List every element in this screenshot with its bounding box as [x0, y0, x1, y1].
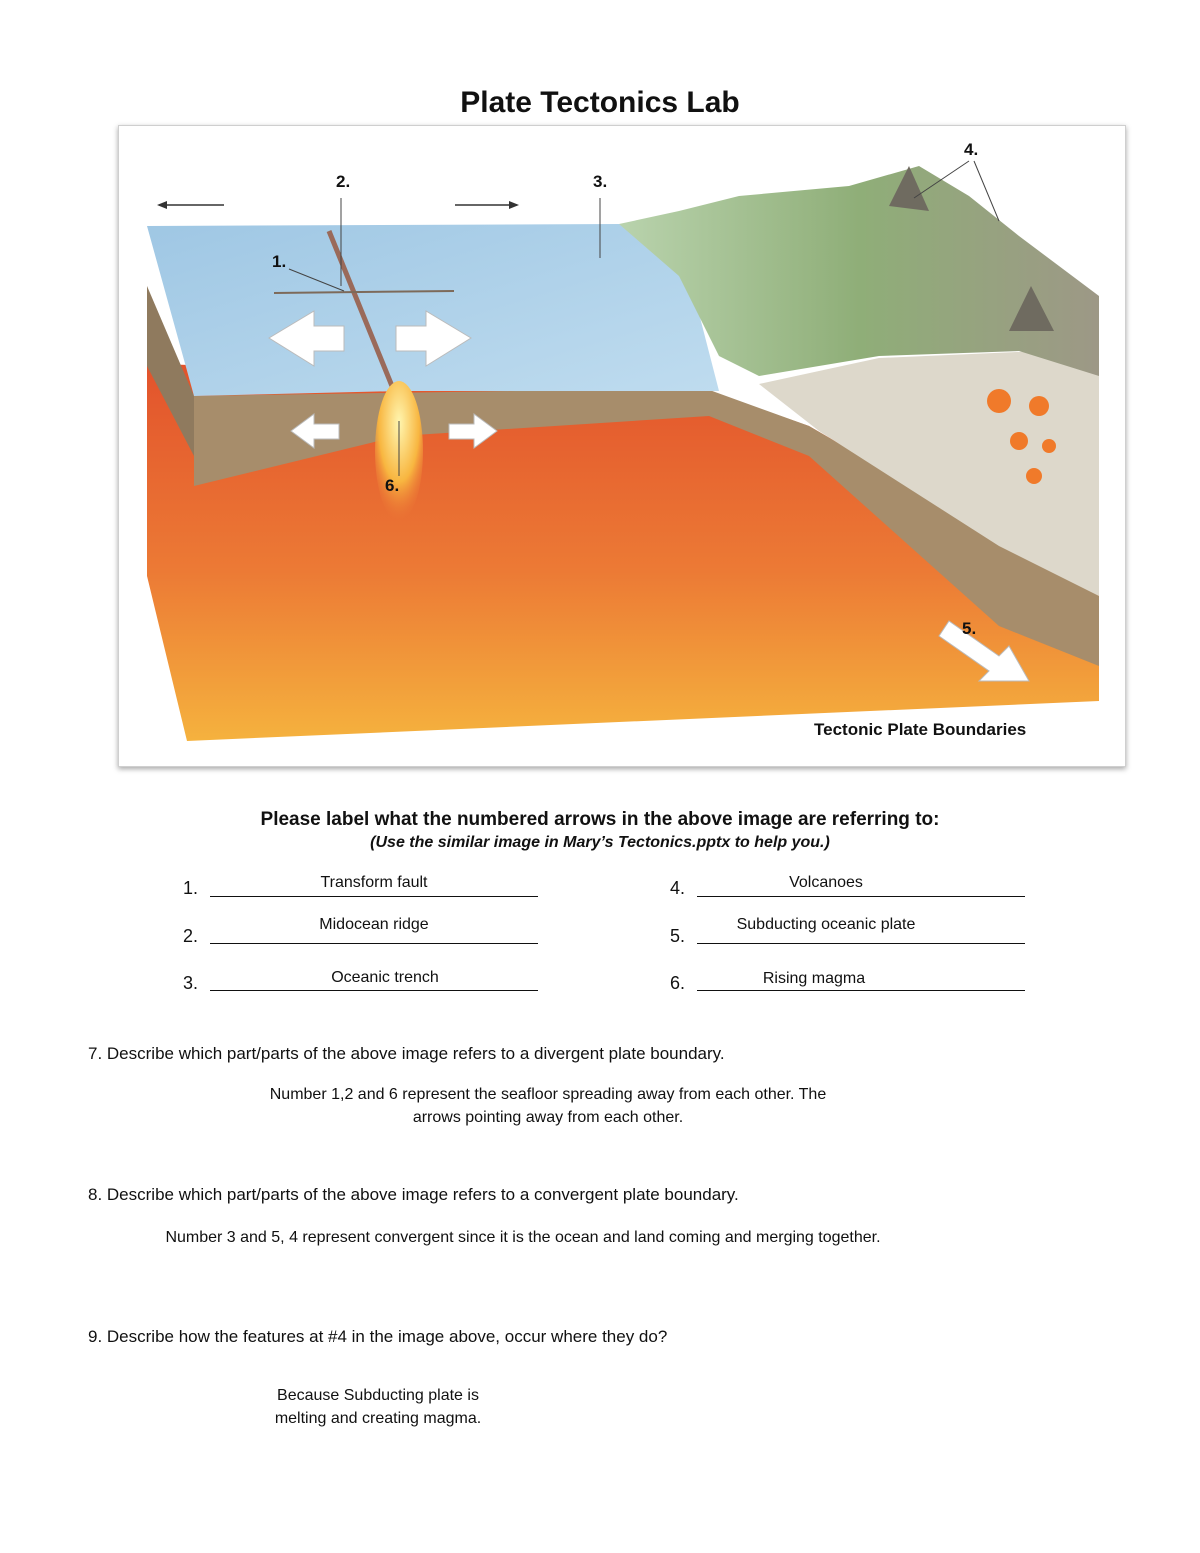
tectonic-diagram — [118, 125, 1126, 767]
figure-label-3: 3. — [593, 172, 608, 191]
answer-line-6 — [697, 990, 1025, 991]
answer-num-6: 6. — [670, 973, 686, 993]
answer-line-2 — [210, 943, 538, 944]
answer-num-4: 4. — [670, 878, 686, 898]
figure-label-2: 2. — [336, 172, 351, 191]
answer-line-4 — [697, 896, 1025, 897]
answer-8[interactable]: Number 3 and 5, 4 represent convergent since it is the ocean and land coming and merging together. — [165, 1229, 881, 1246]
magma-drop — [1029, 396, 1049, 416]
magma-drop — [1042, 439, 1056, 453]
answer-text-1[interactable]: Transform fault — [320, 874, 428, 891]
instructions: Please label what the numbered arrows in the above image are referring to: — [260, 809, 940, 830]
figure-label-6: 6. — [385, 476, 400, 495]
answer-7-line2[interactable]: arrows pointing away from each other. — [412, 1109, 684, 1126]
thin-arrow-left-head — [157, 201, 167, 209]
magma-drop — [1010, 432, 1028, 450]
answer-text-6[interactable]: Rising magma — [762, 970, 866, 987]
figure-caption: Tectonic Plate Boundaries — [814, 720, 1027, 739]
question-8: 8. Describe which part/parts of the above image refers to a convergent plate boundary. — [88, 1185, 739, 1204]
tectonic-illustration — [119, 126, 1125, 766]
answer-9-line1[interactable]: Because Subducting plate is — [277, 1387, 479, 1404]
answer-text-4[interactable]: Volcanoes — [789, 874, 863, 891]
answer-line-1 — [210, 896, 538, 897]
figure-label-4: 4. — [964, 140, 979, 159]
answer-num-1: 1. — [183, 878, 199, 898]
figure-label-1: 1. — [272, 252, 287, 271]
magma-drop — [987, 389, 1011, 413]
question-7: 7. Describe which part/parts of the above image refers to a divergent plate boundary. — [88, 1044, 725, 1063]
answer-num-2: 2. — [183, 926, 199, 946]
question-9: 9. Describe how the features at #4 in the image above, occur where they do? — [88, 1327, 668, 1346]
answer-7-line1[interactable]: Number 1,2 and 6 represent the seafloor spreading away from each other. The — [269, 1086, 827, 1103]
answer-9-line2[interactable]: melting and creating magma. — [274, 1410, 482, 1427]
ocean-surface — [147, 224, 719, 396]
answer-line-5 — [697, 943, 1025, 944]
answer-text-3[interactable]: Oceanic trench — [331, 969, 439, 986]
answer-text-5[interactable]: Subducting oceanic plate — [736, 916, 916, 933]
answer-num-3: 3. — [183, 973, 199, 993]
answer-line-3 — [210, 990, 538, 991]
figure-label-5: 5. — [962, 619, 977, 638]
page-title: Plate Tectonics Lab — [460, 86, 740, 119]
answer-num-5: 5. — [670, 926, 686, 946]
magma-drop — [1026, 468, 1042, 484]
answer-text-2[interactable]: Midocean ridge — [319, 916, 429, 933]
thin-arrow-right-head — [509, 201, 519, 209]
instructions-hint: (Use the similar image in Mary’s Tectonics.pptx to help you.) — [370, 834, 830, 851]
